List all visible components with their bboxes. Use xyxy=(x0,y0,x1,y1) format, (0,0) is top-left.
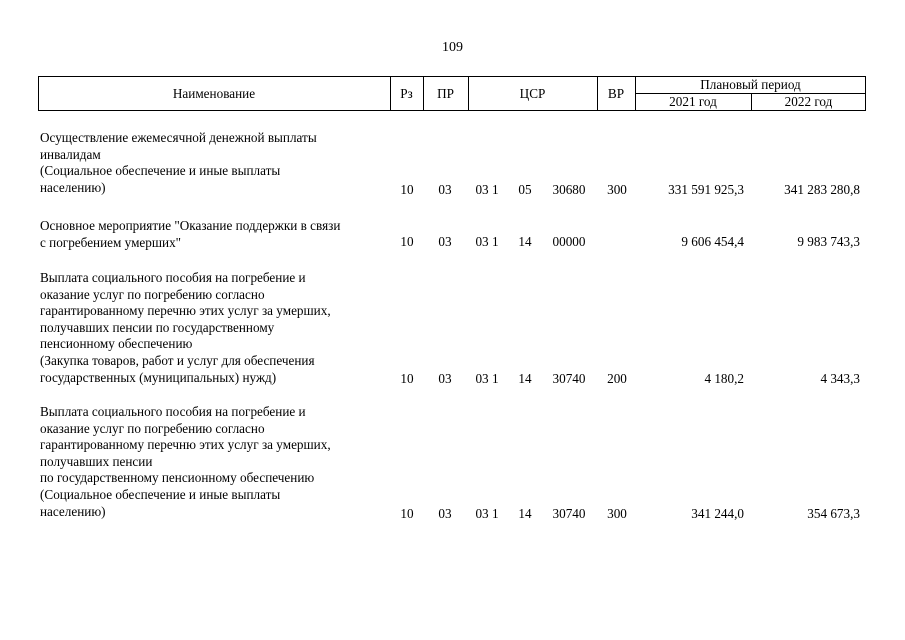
row-csr-subprogram: 14 xyxy=(518,371,532,386)
row-amount-2022: 354 673,3 xyxy=(807,506,860,521)
row-csr-subprogram: 14 xyxy=(518,506,532,521)
row-vr: 300 xyxy=(607,506,627,521)
row-csr-code: 30680 xyxy=(552,182,586,197)
row-csr-code: 00000 xyxy=(552,234,586,249)
row-rz: 10 xyxy=(400,506,414,521)
row-csr-code: 30740 xyxy=(552,371,586,386)
row-csr-program: 03 1 xyxy=(475,371,499,386)
row-amount-2021: 4 180,2 xyxy=(704,371,744,386)
header-name: Наименование xyxy=(172,86,256,101)
row-pr: 03 xyxy=(438,506,452,521)
row-name: Основное мероприятие "Оказание поддержки в связи с погребением умерших" xyxy=(40,218,341,250)
row-amount-2022: 4 343,3 xyxy=(820,371,860,386)
row-pr: 03 xyxy=(438,371,452,386)
row-pr: 03 xyxy=(438,234,452,249)
header-planned-period: Плановый период xyxy=(700,77,801,92)
row-amount-2021: 331 591 925,3 xyxy=(668,182,744,197)
row-amount-2021: 9 606 454,4 xyxy=(681,234,744,249)
header-csr: ЦСР xyxy=(519,86,546,101)
row-name: Осуществление ежемесячной денежной выплаты инвалидам (Социальное обеспечение и иные выплаты населению) xyxy=(40,130,317,195)
row-name: Выплата социального пособия на погребение и оказание услуг по погребению согласно гарантированному перечню этих услуг за умерших, получавших пенсии по государственному пенсионному обеспечению (Закупка товаров, работ и услуг для обеспечения государственных (муниципальных) нужд) xyxy=(40,270,331,385)
row-csr-code: 30740 xyxy=(552,506,586,521)
row-amount-2022: 341 283 280,8 xyxy=(784,182,860,197)
row-vr: 200 xyxy=(607,371,627,386)
header-year-2022: 2022 год xyxy=(784,94,833,109)
row-csr-subprogram: 14 xyxy=(518,234,532,249)
header-rz: Рз xyxy=(400,86,413,101)
row-rz: 10 xyxy=(400,234,414,249)
header-pr: ПР xyxy=(437,86,454,101)
row-vr: 300 xyxy=(607,182,627,197)
page-number: 109 xyxy=(442,40,463,55)
row-rz: 10 xyxy=(400,371,414,386)
row-name: Выплата социального пособия на погребение и оказание услуг по погребению согласно гарантированному перечню этих услуг за умерших, получавших пенсии по государственному пенсионному обеспечению (Социальное обеспечение и иные выплаты населению) xyxy=(40,404,331,519)
row-pr: 03 xyxy=(438,182,452,197)
row-csr-subprogram: 05 xyxy=(518,182,532,197)
row-csr-program: 03 1 xyxy=(475,182,499,197)
row-amount-2022: 9 983 743,3 xyxy=(797,234,860,249)
header-year-2021: 2021 год xyxy=(669,94,717,109)
row-csr-program: 03 1 xyxy=(475,506,499,521)
table-header xyxy=(38,76,866,111)
header-vr: ВР xyxy=(607,86,625,101)
row-csr-program: 03 1 xyxy=(475,234,499,249)
header-bottom-border xyxy=(38,110,866,111)
row-rz: 10 xyxy=(400,182,414,197)
row-amount-2021: 341 244,0 xyxy=(691,506,744,521)
